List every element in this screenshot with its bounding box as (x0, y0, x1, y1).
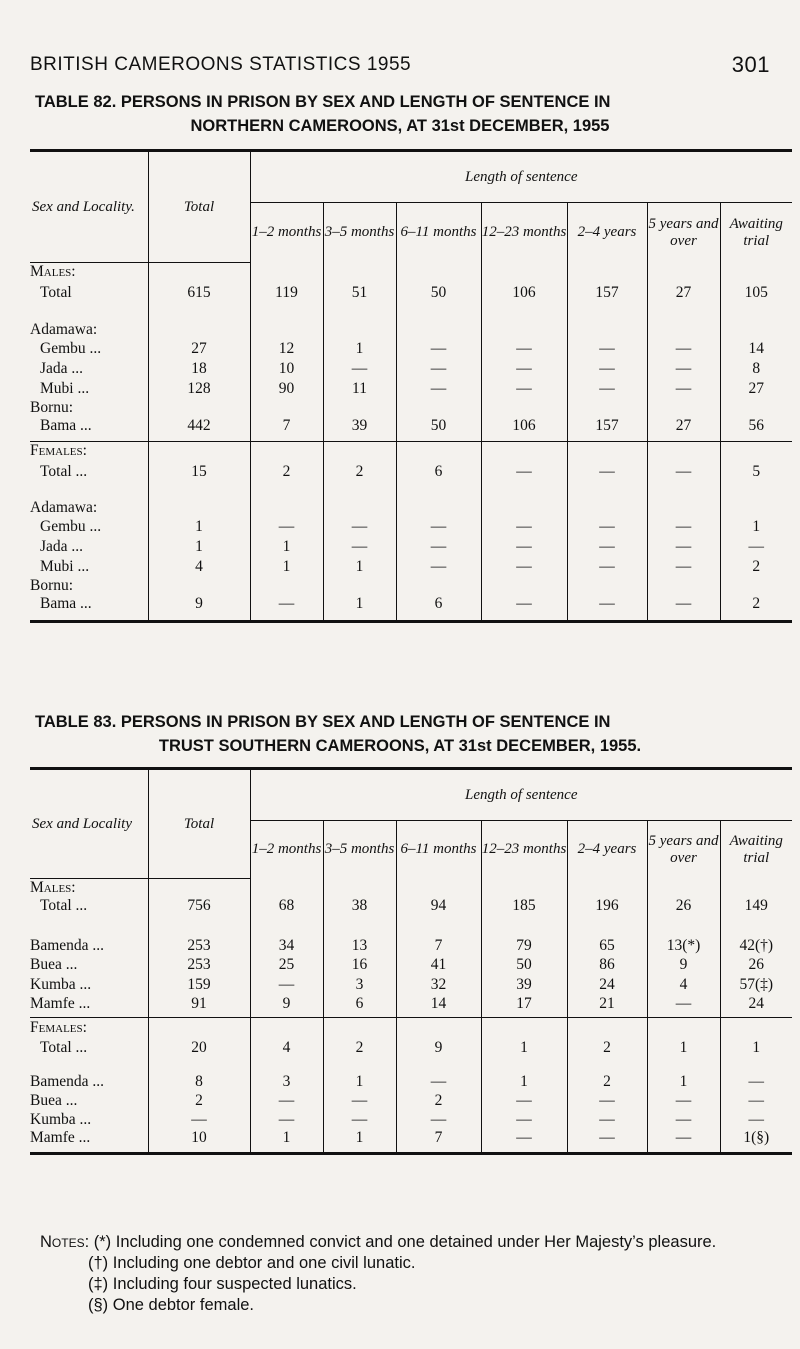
table-cell: 65 (567, 921, 647, 955)
table-cell: — (250, 975, 323, 995)
table-cell: — (323, 1091, 396, 1110)
section-label-row: Females: (30, 441, 792, 461)
table-cell: 4 (148, 557, 250, 577)
table-cell: — (323, 359, 396, 379)
table-cell: — (647, 595, 720, 621)
table-cell: 1 (250, 1129, 323, 1153)
table-cell: 27 (647, 281, 720, 305)
running-title: BRITISH CAMEROONS STATISTICS 1955 (30, 54, 412, 75)
table-cell: 7 (396, 921, 481, 955)
table-cell: 2 (567, 1059, 647, 1091)
group-label-row: Bornu: (30, 399, 792, 417)
table-cell: 94 (396, 897, 481, 921)
table-cell: 615 (148, 281, 250, 305)
table-cell: — (720, 1110, 792, 1129)
col-header-total: Total (148, 769, 250, 879)
table-row: Gembu ... 1 — — — — — — 1 (30, 517, 792, 537)
table-cell: — (481, 1091, 567, 1110)
table-cell: 18 (148, 359, 250, 379)
table-cell: — (567, 1091, 647, 1110)
table-cell: — (148, 1110, 250, 1129)
table-cell: 1(§) (720, 1129, 792, 1153)
table-cell: 157 (567, 281, 647, 305)
table-cell: 79 (481, 921, 567, 955)
table-cell: — (567, 557, 647, 577)
table-cell: 1 (148, 517, 250, 537)
table-cell: 26 (647, 897, 720, 921)
table-cell: 253 (148, 955, 250, 975)
table-cell: 149 (720, 897, 792, 921)
subcol-3-5-months: 3–5 months (323, 203, 396, 263)
table-cell: 1 (481, 1037, 567, 1059)
page-header (25, 44, 775, 78)
table-cell: — (481, 517, 567, 537)
table-cell: 10 (148, 1129, 250, 1153)
table-cell: 21 (567, 995, 647, 1017)
subcol-1-2-months: 1–2 months (250, 203, 323, 263)
table-cell: — (647, 379, 720, 399)
subcol-12-23-months: 12–23 months (481, 203, 567, 263)
table-cell: 157 (567, 417, 647, 441)
table-cell: — (250, 517, 323, 537)
table-cell: — (250, 1110, 323, 1129)
table-row: Mubi ... 4 1 1 — — — — 2 (30, 557, 792, 577)
table-row: Jada ... 1 1 — — — — — — (30, 537, 792, 557)
group-label-row: Adamawa: (30, 483, 792, 517)
table-cell: 6 (323, 995, 396, 1017)
table-cell: — (396, 379, 481, 399)
table-cell: 6 (396, 461, 481, 483)
table-row: Mamfe ... 10 1 1 7 — — — 1(§) (30, 1129, 792, 1153)
table-cell: 1 (323, 1129, 396, 1153)
table-cell: 86 (567, 955, 647, 975)
table-cell: — (720, 1059, 792, 1091)
table-cell: 196 (567, 897, 647, 921)
table-cell: — (647, 557, 720, 577)
table-cell: 128 (148, 379, 250, 399)
subcol-awaiting-trial: Awaiting trial (720, 821, 792, 879)
table-cell: — (567, 1129, 647, 1153)
group-label-row: Adamawa: (30, 305, 792, 339)
table-cell: 17 (481, 995, 567, 1017)
table-row: Kumba ... 159 — 3 32 39 24 4 57(‡) (30, 975, 792, 995)
table-row: Bamenda ... 8 3 1 — 1 2 1 — (30, 1059, 792, 1091)
table-cell: — (647, 359, 720, 379)
table-cell: 20 (148, 1037, 250, 1059)
table-cell: 27 (720, 379, 792, 399)
table-cell: 2 (323, 461, 396, 483)
subcol-1-2-months: 1–2 months (250, 821, 323, 879)
table-cell: 1 (250, 537, 323, 557)
table-cell: 1 (720, 1037, 792, 1059)
table-cell: 442 (148, 417, 250, 441)
table-cell: — (567, 537, 647, 557)
table-cell: 119 (250, 281, 323, 305)
subcol-awaiting-trial: Awaiting trial (720, 203, 792, 263)
table-cell: — (481, 1129, 567, 1153)
table-row: Total ... 20 4 2 9 1 2 1 1 (30, 1037, 792, 1059)
table-cell: — (567, 595, 647, 621)
table-cell: 57(‡) (720, 975, 792, 995)
table-cell: — (647, 537, 720, 557)
table-cell: 16 (323, 955, 396, 975)
section-label-row: Males: (30, 263, 792, 282)
table-cell: 1 (481, 1059, 567, 1091)
table-cell: — (647, 339, 720, 359)
table-cell: — (396, 537, 481, 557)
table-cell: 1 (323, 339, 396, 359)
col-header-length: Length of sentence (250, 151, 792, 203)
table-row: Buea ... 2 — — 2 — — — — (30, 1091, 792, 1110)
table-row: Total ... 756 68 38 94 185 196 26 149 (30, 897, 792, 921)
table-row: Kumba ... — — — — — — — — (30, 1110, 792, 1129)
table-cell: 12 (250, 339, 323, 359)
table-cell: 1 (647, 1059, 720, 1091)
table-cell: 24 (720, 995, 792, 1017)
subcol-6-11-months: 6–11 months (396, 821, 481, 879)
table-cell: 15 (148, 461, 250, 483)
table-cell: 3 (250, 1059, 323, 1091)
table-cell: — (567, 461, 647, 483)
table-cell: — (396, 359, 481, 379)
table-cell: — (647, 517, 720, 537)
table-cell: — (481, 537, 567, 557)
table-82-title: TABLE 82. PERSONS IN PRISON BY SEX AND LENGTH OF SENTENCE IN NORTHERN CAMEROONS, AT 31st DECEMBER, 1955 (35, 93, 611, 135)
table-cell: 13 (323, 921, 396, 955)
table-cell: 50 (396, 417, 481, 441)
table-cell: 91 (148, 995, 250, 1017)
table-cell: 2 (148, 1091, 250, 1110)
table-cell: 106 (481, 281, 567, 305)
table-row: Total 615 119 51 50 106 157 27 105 (30, 281, 792, 305)
table-cell: 3 (323, 975, 396, 995)
table-cell: 32 (396, 975, 481, 995)
table-cell: 56 (720, 417, 792, 441)
table-cell: 1 (323, 1059, 396, 1091)
table-cell: — (720, 537, 792, 557)
table-row: Buea ... 253 25 16 41 50 86 9 26 (30, 955, 792, 975)
table-cell: 2 (250, 461, 323, 483)
subcol-12-23-months: 12–23 months (481, 821, 567, 879)
table-cell: — (647, 1129, 720, 1153)
table-cell: — (720, 1091, 792, 1110)
table-cell: 185 (481, 897, 567, 921)
table-cell: — (567, 379, 647, 399)
table-cell: 9 (647, 955, 720, 975)
table-cell: 7 (250, 417, 323, 441)
table-cell: 50 (481, 955, 567, 975)
table-row: Jada ... 18 10 — — — — — 8 (30, 359, 792, 379)
table-cell: 68 (250, 897, 323, 921)
table-cell: — (396, 339, 481, 359)
table-cell: 7 (396, 1129, 481, 1153)
group-label-row: Bornu: (30, 577, 792, 595)
table-cell: 253 (148, 921, 250, 955)
table-cell: 39 (481, 975, 567, 995)
table-cell: 1 (323, 595, 396, 621)
notes-label: Notes: (40, 1233, 90, 1251)
table-cell: — (481, 557, 567, 577)
table-cell: — (481, 461, 567, 483)
table-cell: 1 (323, 557, 396, 577)
table-cell: — (481, 379, 567, 399)
table-83-title: TABLE 83. PERSONS IN PRISON BY SEX AND LENGTH OF SENTENCE IN TRUST SOUTHERN CAMEROONS, AT 31st DECEMBER, 1955. (35, 713, 642, 755)
table-cell: 10 (250, 359, 323, 379)
table-cell: — (647, 1091, 720, 1110)
table-cell: 2 (396, 1091, 481, 1110)
table-cell: 41 (396, 955, 481, 975)
subcol-5-years-over: 5 years and over (647, 821, 720, 879)
table-cell: 27 (647, 417, 720, 441)
notes (40, 1232, 716, 1316)
table-cell: 106 (481, 417, 567, 441)
subcol-6-11-months: 6–11 months (396, 203, 481, 263)
table-cell: — (647, 995, 720, 1017)
subcol-2-4-years: 2–4 years (567, 821, 647, 879)
table-cell: — (567, 339, 647, 359)
page-number: 301 (731, 52, 770, 77)
table-cell: 4 (647, 975, 720, 995)
table-row: Gembu ... 27 12 1 — — — — 14 (30, 339, 792, 359)
table-cell: 42(†) (720, 921, 792, 955)
table-row: Bama ... 9 — 1 6 — — — 2 (30, 595, 792, 621)
subcol-3-5-months: 3–5 months (323, 821, 396, 879)
table-cell: — (396, 557, 481, 577)
table-row: Bama ... 442 7 39 50 106 157 27 56 (30, 417, 792, 441)
col-header-length: Length of sentence (250, 769, 792, 821)
table-cell: 2 (720, 595, 792, 621)
table-cell: — (323, 1110, 396, 1129)
table-cell: 8 (720, 359, 792, 379)
table-82 (30, 149, 792, 623)
table-cell: 4 (250, 1037, 323, 1059)
table-row: Total ... 15 2 2 6 — — — 5 (30, 461, 792, 483)
table-cell: 1 (720, 517, 792, 537)
table-cell: 27 (148, 339, 250, 359)
table-cell: — (647, 461, 720, 483)
table-cell: 1 (647, 1037, 720, 1059)
table-cell: 39 (323, 417, 396, 441)
table-cell: 51 (323, 281, 396, 305)
table-cell: — (396, 517, 481, 537)
table-cell: 5 (720, 461, 792, 483)
table-cell: 1 (148, 537, 250, 557)
table-cell: 9 (148, 595, 250, 621)
subcol-5-years-over: 5 years and over (647, 203, 720, 263)
table-83 (30, 767, 792, 1155)
table-cell: 38 (323, 897, 396, 921)
table-cell: 105 (720, 281, 792, 305)
table-cell: 24 (567, 975, 647, 995)
table-cell: 90 (250, 379, 323, 399)
table-cell: — (481, 595, 567, 621)
col-header-sex-locality: Sex and Locality (30, 769, 148, 879)
table-cell: 2 (323, 1037, 396, 1059)
col-header-sex-locality: Sex and Locality. (30, 151, 148, 263)
table-cell: 2 (567, 1037, 647, 1059)
table-cell: — (250, 1091, 323, 1110)
table-cell: 9 (396, 1037, 481, 1059)
table-cell: 9 (250, 995, 323, 1017)
table-cell: — (323, 517, 396, 537)
table-cell: — (323, 537, 396, 557)
table-cell: 26 (720, 955, 792, 975)
table-cell: 2 (720, 557, 792, 577)
note-1: Notes: (*) Including one condemned convict and one detained under Her Majesty’s pleasure. (40, 1233, 717, 1251)
table-cell: — (250, 595, 323, 621)
table-cell: 25 (250, 955, 323, 975)
note-2: (†) Including one debtor and one civil lunatic. (88, 1254, 416, 1272)
table-cell: 159 (148, 975, 250, 995)
table-cell: — (567, 359, 647, 379)
table-cell: 14 (720, 339, 792, 359)
note-3: (‡) Including four suspected lunatics. (88, 1275, 357, 1293)
table-cell: — (481, 359, 567, 379)
col-header-total: Total (148, 151, 250, 263)
table-cell: 13(*) (647, 921, 720, 955)
table-cell: 756 (148, 897, 250, 921)
table-cell: — (567, 517, 647, 537)
table-cell: — (396, 1110, 481, 1129)
table-cell: — (396, 1059, 481, 1091)
table-cell: 11 (323, 379, 396, 399)
subcol-2-4-years: 2–4 years (567, 203, 647, 263)
table-cell: — (481, 339, 567, 359)
table-row: Mamfe ... 91 9 6 14 17 21 — 24 (30, 995, 792, 1017)
table-cell: 8 (148, 1059, 250, 1091)
note-4: (§) One debtor female. (88, 1296, 254, 1314)
table-row: Bamenda ... 253 34 13 7 79 65 13(*) 42(†) (30, 921, 792, 955)
table-row: Mubi ... 128 90 11 — — — — 27 (30, 379, 792, 399)
table-cell: 1 (250, 557, 323, 577)
table-cell: — (647, 1110, 720, 1129)
table-cell: — (481, 1110, 567, 1129)
table-cell: 34 (250, 921, 323, 955)
section-label-row: Males: (30, 879, 792, 898)
table-cell: 14 (396, 995, 481, 1017)
table-cell: — (567, 1110, 647, 1129)
section-label-row: Females: (30, 1017, 792, 1037)
table-cell: 6 (396, 595, 481, 621)
table-cell: 50 (396, 281, 481, 305)
